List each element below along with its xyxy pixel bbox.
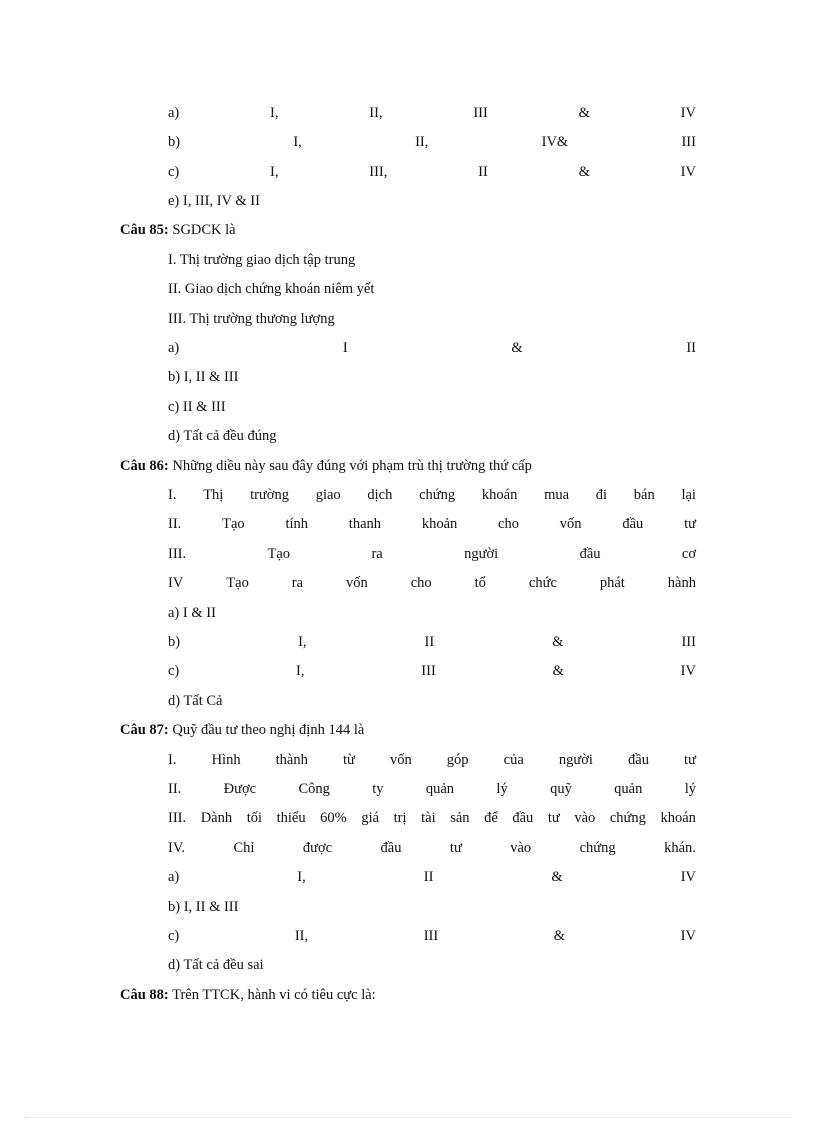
word: tư xyxy=(684,752,696,768)
word: trị xyxy=(393,810,407,826)
word: c) xyxy=(168,164,180,180)
word: ra xyxy=(291,575,304,591)
word: lý xyxy=(496,781,508,797)
q85-text: SGDCK là xyxy=(168,222,236,238)
word: b) xyxy=(168,134,181,150)
word: quản xyxy=(614,781,643,797)
word: tư xyxy=(684,516,696,532)
word: vào xyxy=(574,810,596,826)
word: lại xyxy=(681,487,696,503)
word: II, xyxy=(369,105,383,121)
word: & xyxy=(552,634,564,650)
word: phát xyxy=(599,575,625,591)
q84-option-b xyxy=(168,131,696,153)
word: I, xyxy=(270,164,279,180)
word: & xyxy=(551,869,563,885)
word: khoán xyxy=(481,487,518,503)
q86-option-d: d) Tất Cả xyxy=(168,693,223,709)
word: đầu xyxy=(512,810,534,826)
word: II xyxy=(478,164,488,180)
q86-label: Câu 86: xyxy=(120,458,169,474)
word: giá xyxy=(361,810,380,826)
q87-item-1 xyxy=(168,749,696,771)
word: khoán xyxy=(660,810,696,826)
word: bán xyxy=(633,487,655,503)
word: I, xyxy=(298,634,307,650)
q85-item-1: I. Thị trường giao dịch tập trung xyxy=(168,252,356,268)
word: Công xyxy=(298,781,330,797)
word: mua xyxy=(544,487,570,503)
q86-item-2 xyxy=(168,513,696,535)
word: II, xyxy=(294,928,309,944)
word: thành xyxy=(275,752,308,768)
word: tổ xyxy=(474,575,486,591)
word: tài xyxy=(421,810,436,826)
q86-item-1 xyxy=(168,484,696,506)
word: & xyxy=(578,164,590,180)
word: II xyxy=(424,634,435,650)
word: I, xyxy=(270,105,279,121)
word: a) xyxy=(168,340,180,356)
q87-question xyxy=(120,719,720,741)
word: tư xyxy=(547,810,560,826)
word: I, xyxy=(297,869,306,885)
word: chức xyxy=(528,575,557,591)
word: & xyxy=(553,928,566,944)
word: khoản xyxy=(421,516,458,532)
word: IV xyxy=(168,575,184,591)
q86-option-a: a) I & II xyxy=(168,605,216,621)
q86-option-b xyxy=(168,631,696,653)
word: vốn xyxy=(559,516,582,532)
word: giao xyxy=(315,487,341,503)
word: cho xyxy=(410,575,432,591)
word: tối xyxy=(246,810,263,826)
word: b) xyxy=(168,634,181,650)
q86-option-c xyxy=(168,660,696,682)
q85-item-2: II. Giao dịch chứng khoán niêm yết xyxy=(168,281,375,297)
word: 60% xyxy=(320,810,347,826)
word: Được xyxy=(223,781,257,797)
q87-item-3 xyxy=(168,807,696,829)
word: a) xyxy=(168,869,180,885)
q84-option-e: e) I, III, IV & II xyxy=(168,193,260,209)
q85-option-b: b) I, II & III xyxy=(168,369,239,385)
word: II. xyxy=(168,781,182,797)
q87-option-a xyxy=(168,866,696,888)
word: & xyxy=(578,105,590,121)
word: & xyxy=(511,340,523,356)
q88-question xyxy=(120,984,720,1006)
q87-option-c xyxy=(168,925,696,947)
word: I xyxy=(342,340,348,356)
q84-option-c xyxy=(168,161,696,183)
word: cơ xyxy=(681,546,696,562)
word: II. xyxy=(168,516,182,532)
q85-item-3: III. Thị trường thương lượng xyxy=(168,311,335,327)
q85-question xyxy=(120,219,720,241)
word: IV. xyxy=(168,840,186,856)
page-bottom-rule xyxy=(24,1117,792,1118)
word: hành xyxy=(667,575,696,591)
word: IV xyxy=(680,869,696,885)
word: vốn xyxy=(389,752,412,768)
word: IV& xyxy=(541,134,569,150)
word: III xyxy=(421,663,436,679)
word: quỹ xyxy=(550,781,572,797)
word: đầu xyxy=(380,840,402,856)
word: III. xyxy=(168,810,187,826)
word: trường xyxy=(250,487,289,503)
q88-text: Trên TTCK, hành vi có tiêu cực là: xyxy=(168,987,376,1003)
word: Tạo xyxy=(222,516,245,532)
q87-option-b: b) I, II & III xyxy=(168,899,239,915)
word: để xyxy=(484,810,498,826)
q85-option-c: c) II & III xyxy=(168,399,226,415)
word: IV xyxy=(680,164,696,180)
word: thanh xyxy=(348,516,382,532)
word: Tạo xyxy=(226,575,249,591)
word: c) xyxy=(168,663,180,679)
word: III xyxy=(681,634,696,650)
word: lý xyxy=(684,781,696,797)
word: III xyxy=(423,928,439,944)
word: chứng xyxy=(609,810,646,826)
q87-item-2 xyxy=(168,778,696,800)
word: III xyxy=(681,134,696,150)
q88-label: Câu 88: xyxy=(120,987,169,1003)
word: Hình xyxy=(211,752,241,768)
word: sản xyxy=(450,810,470,826)
word: góp xyxy=(446,752,469,768)
word: I. xyxy=(168,487,177,503)
q87-text: Quỹ đầu tư theo nghị định 144 là xyxy=(168,722,365,738)
word: III. xyxy=(168,546,187,562)
word: III, xyxy=(369,164,388,180)
word: từ xyxy=(342,752,355,768)
word: Thị xyxy=(203,487,224,503)
word: người xyxy=(558,752,593,768)
q87-option-d: d) Tất cả đều sai xyxy=(168,957,264,973)
q85-label: Câu 85: xyxy=(120,222,169,238)
word: cho xyxy=(498,516,519,532)
q86-text: Những diều này sau đây đúng với phạm trù thị trường thứ cấp xyxy=(168,458,532,474)
word: II xyxy=(423,869,434,885)
word: đầu xyxy=(579,546,601,562)
word: I. xyxy=(168,752,177,768)
word: c) xyxy=(168,928,180,944)
q84-option-a xyxy=(168,102,696,124)
word: ty xyxy=(372,781,384,797)
word: Tạo xyxy=(267,546,291,562)
word: Chỉ xyxy=(233,840,255,856)
word: khán. xyxy=(664,840,696,856)
word: III xyxy=(473,105,488,121)
word: II, xyxy=(415,134,429,150)
word: & xyxy=(552,663,564,679)
q85-option-d: d) Tất cả đều đúng xyxy=(168,428,277,444)
word: tính xyxy=(285,516,308,532)
q87-label: Câu 87: xyxy=(120,722,169,738)
q85-option-a xyxy=(168,337,696,359)
word: I, xyxy=(293,134,302,150)
q86-item-3 xyxy=(168,543,696,565)
word: dịch xyxy=(367,487,393,503)
word: chứng xyxy=(579,840,616,856)
word: II xyxy=(686,340,696,356)
word: IV xyxy=(680,105,696,121)
word: chứng xyxy=(419,487,456,503)
word: đi xyxy=(595,487,608,503)
word: IV xyxy=(680,928,696,944)
word: được xyxy=(302,840,333,856)
word: vốn xyxy=(346,575,368,591)
q87-item-4 xyxy=(168,837,696,859)
word: IV xyxy=(680,663,696,679)
word: vào xyxy=(510,840,532,856)
word: a) xyxy=(168,105,180,121)
word: đầu xyxy=(628,752,649,768)
q86-item-4 xyxy=(168,572,696,594)
word: đầu xyxy=(622,516,644,532)
word: người xyxy=(464,546,499,562)
word: thiểu xyxy=(276,810,306,826)
word: Dành xyxy=(200,810,233,826)
word: I, xyxy=(296,663,305,679)
word: quản xyxy=(425,781,455,797)
word: của xyxy=(503,752,524,768)
word: ra xyxy=(371,546,383,562)
q86-question xyxy=(120,455,720,477)
word: tư xyxy=(449,840,462,856)
